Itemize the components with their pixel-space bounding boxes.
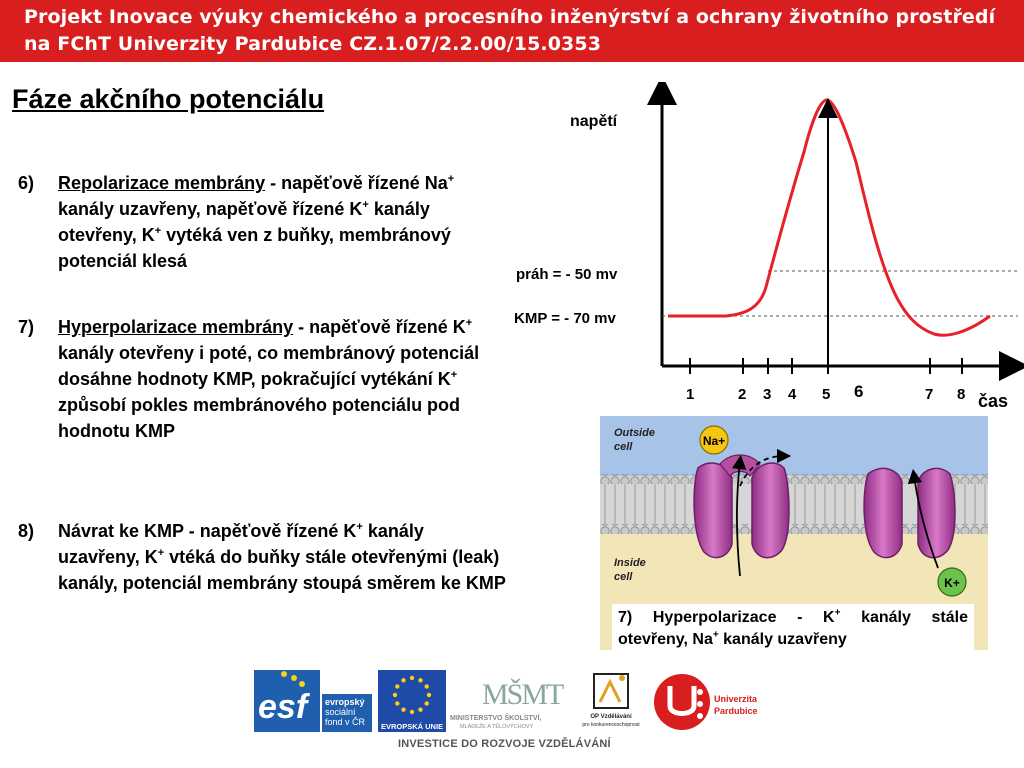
svg-text:MINISTERSTVO ŠKOLSTVÍ,: MINISTERSTVO ŠKOLSTVÍ, bbox=[450, 715, 542, 722]
tick-label-2: 2 bbox=[738, 386, 747, 403]
msmt-logo bbox=[450, 678, 564, 730]
tick-label-8: 8 bbox=[957, 386, 966, 403]
caption-line-2: otevřeny, Na+ kanály uzavřeny bbox=[618, 629, 847, 648]
footer-logos bbox=[254, 664, 764, 738]
header-banner bbox=[0, 0, 1024, 62]
tick-label-4: 4 bbox=[788, 386, 797, 403]
threshold-label: práh = - 50 mv bbox=[516, 266, 618, 283]
svg-text:MŠMT: MŠMT bbox=[482, 678, 563, 711]
list-item-repolarization bbox=[18, 170, 508, 274]
item-term: Hyperpolarizace membrány bbox=[58, 317, 294, 337]
item-term: Repolarizace membrány bbox=[58, 173, 266, 193]
rest-potential-label: KMP = - 70 mv bbox=[514, 310, 616, 327]
slide-title: Fáze akčního potenciálu bbox=[12, 84, 325, 114]
item-number: 7) bbox=[18, 317, 35, 337]
tick-label-1: 1 bbox=[686, 386, 695, 403]
item-number: 6) bbox=[18, 173, 35, 193]
outside-region bbox=[600, 416, 988, 476]
tick-label-5: 5 bbox=[822, 386, 831, 403]
svg-text:EVROPSKÁ UNIE: EVROPSKÁ UNIE bbox=[380, 722, 444, 731]
header-line-2: na FChT Univerzity Pardubice CZ.1.07/2.2.00/15.0353 bbox=[24, 33, 602, 55]
tick-label-3: 3 bbox=[763, 386, 772, 403]
figure-caption bbox=[612, 604, 974, 652]
svg-text:fond v ČR: fond v ČR bbox=[325, 717, 366, 727]
inside-cell-label: Inside cell bbox=[614, 557, 646, 583]
university-pardubice-logo bbox=[654, 674, 758, 730]
sodium-ion-label: Na+ bbox=[702, 434, 726, 448]
item-number: 8) bbox=[18, 521, 35, 541]
svg-text:esf: esf bbox=[258, 688, 308, 726]
tick-label-7: 7 bbox=[925, 386, 934, 403]
svg-text:MLÁDEŽE A TĚLOVÝCHOVY: MLÁDEŽE A TĚLOVÝCHOVY bbox=[460, 724, 534, 730]
item-text: Návrat ke KMP - napěťově řízené K+ kanály uzavřeny, K+ vtéká do buňky stále otevřenými (leak) kanály, potenciál membrány stoupá směrem ke KMP bbox=[58, 521, 506, 593]
eu-flag-logo bbox=[378, 670, 446, 732]
svg-text:OP Vzdělávání: OP Vzdělávání bbox=[590, 714, 632, 720]
caption-line-1: 7) Hyperpolarizace - K+ kanály stále bbox=[618, 607, 968, 626]
list-item-hyperpolarization bbox=[18, 314, 508, 444]
potassium-ion-label: K+ bbox=[944, 576, 960, 590]
item-text: Hyperpolarizace membrány - napěťově řízené K+ kanály otevřeny i poté, co membránový potenciál dosáhne hodnoty KMP, pokračující vytékání K+ způsobí pokles membránového potenciálu pod hodnotu KMP bbox=[58, 317, 480, 441]
svg-text:evropský: evropský bbox=[325, 697, 365, 707]
y-axis-label: napětí bbox=[570, 113, 618, 130]
list-item-return-to-rest bbox=[18, 518, 508, 596]
svg-text:Univerzita: Univerzita bbox=[714, 694, 758, 704]
svg-text:sociální: sociální bbox=[325, 707, 356, 717]
item-text: Repolarizace membrány - napěťově řízené Na+ kanály uzavřeny, napěťově řízené K+ kanály otevřeny, K+ vytéká ven z buňky, membránový potenciál klesá bbox=[58, 173, 455, 271]
header-line-1: Projekt Inovace výuky chemického a procesního inženýrství a ochrany životního prostředí bbox=[24, 6, 996, 28]
footer-tagline: INVESTICE DO ROZVOJE VZDĚLÁVÁNÍ bbox=[398, 738, 611, 750]
action-potential-chart bbox=[508, 82, 1024, 416]
op-vk-logo bbox=[582, 674, 640, 728]
esf-logo bbox=[254, 670, 372, 732]
outside-cell-label: Outside cell bbox=[614, 427, 655, 453]
x-axis-label: čas bbox=[978, 391, 1009, 411]
svg-text:pro konkurenceschopnost: pro konkurenceschopnost bbox=[582, 722, 640, 728]
svg-text:Pardubice: Pardubice bbox=[714, 706, 758, 716]
tick-label-6: 6 bbox=[854, 382, 864, 401]
